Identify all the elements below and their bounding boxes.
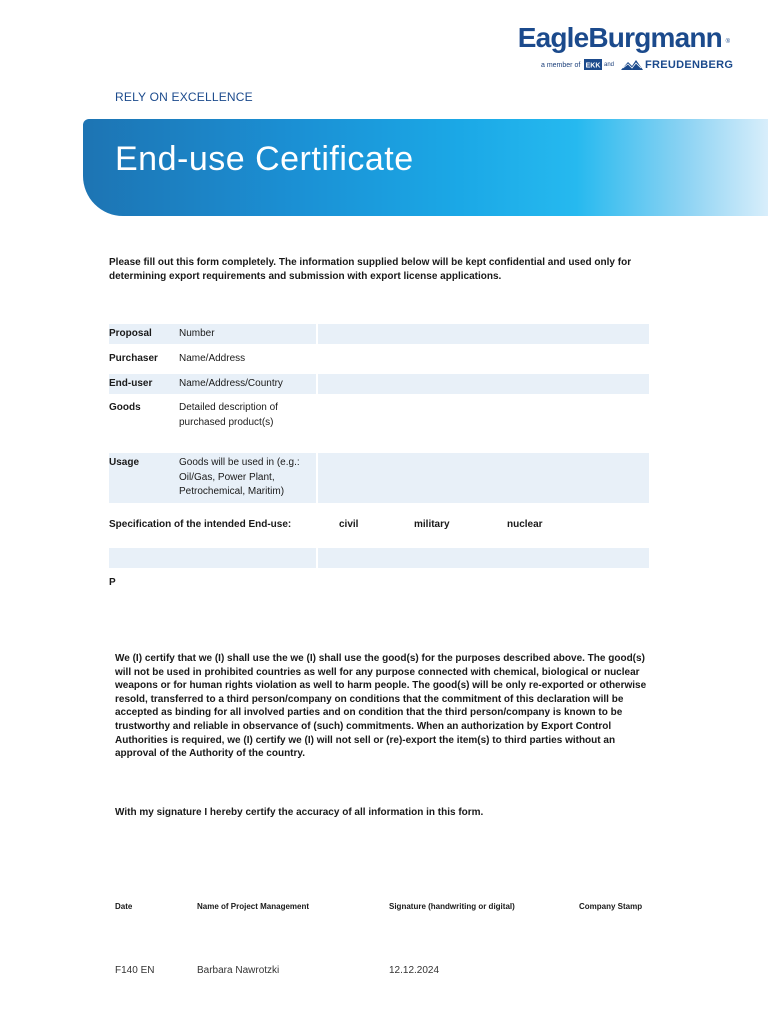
stamp-header: Company Stamp — [579, 902, 643, 911]
company-logo — [517, 22, 746, 74]
logo-and-text: and — [604, 62, 615, 68]
option-military[interactable]: military — [414, 519, 450, 530]
option-civil[interactable]: civil — [339, 519, 359, 530]
p-label: P — [109, 577, 116, 588]
end-use-detail-field[interactable] — [318, 548, 649, 568]
intro-paragraph: Please fill out this form completely. The information supplied below will be kept confidential and used only for determining export requirements and submission with export license applications. — [109, 257, 632, 282]
date-header: Date — [115, 902, 133, 911]
goods-input-field[interactable] — [318, 399, 649, 447]
ekk-logo-icon — [584, 59, 602, 70]
svg-text:EKK: EKK — [585, 62, 601, 70]
form-id: F140 EN — [115, 965, 155, 976]
logo-member-text: a member of — [541, 62, 581, 69]
footer-date: 12.12.2024 — [389, 965, 440, 976]
end-user-desc: Name/Address/Country — [179, 378, 283, 389]
end-user-label: End-user — [109, 378, 153, 389]
certification-paragraph: We (I) certify that we (I) shall use the we (I) shall use the good(s) for the purposes described above. The good(s) will not be used in prohibited countries as well for any purpose connected with chemical, biological or nuclear weapons or for human rights violation as well to harm people. The good(s) will be only re-exported or otherwise resold, transferred to a third person/company on conditions that the commitment of this declaration will be accepted as binding for all involved parties and on condition that the third person/company is known to be trustworthy and reliable in observance of (such) commitments. When an authorization by Export Control Authorities is required, we (I) certify we (I) will not sell or (re)-export the item(s) to third parties without an approval of the Authority of the country. — [115, 653, 647, 760]
row-shade — [109, 548, 316, 568]
purchaser-desc: Name/Address — [179, 353, 246, 364]
goods-desc: Detailed description of purchased product(s) — [179, 402, 278, 428]
proposal-label: Proposal — [109, 328, 152, 339]
signature-statement: With my signature I hereby certify the accuracy of all information in this form. — [115, 807, 484, 818]
end-use-spec-label: Specification of the intended End-use: — [109, 519, 292, 530]
option-nuclear[interactable]: nuclear — [507, 519, 543, 530]
logo-freudenberg-text: FREUDENBERG — [645, 59, 734, 71]
logo-registered-mark: ® — [725, 39, 730, 45]
tagline: RELY ON EXCELLENCE — [115, 90, 253, 104]
page-title: End-use Certificate — [115, 140, 414, 178]
purchaser-input-field[interactable] — [318, 349, 649, 369]
signature-header: Signature (handwriting or digital) — [389, 902, 515, 911]
goods-label: Goods — [109, 402, 141, 413]
logo-brand-name: EagleBurgmann — [517, 22, 722, 53]
freudenberg-mark-icon — [621, 60, 643, 70]
proposal-desc: Number — [179, 328, 215, 339]
end-user-input-field[interactable] — [318, 374, 649, 394]
usage-input-field[interactable] — [318, 453, 649, 503]
usage-desc: Goods will be used in (e.g.: Oil/Gas, Power Plant, Petrochemical, Maritim) — [179, 457, 300, 497]
usage-label: Usage — [109, 457, 140, 468]
proposal-input-field[interactable] — [318, 324, 649, 344]
footer-author: Barbara Nawrotzki — [197, 965, 280, 976]
purchaser-label: Purchaser — [109, 353, 158, 364]
name-header: Name of Project Management — [197, 902, 310, 911]
